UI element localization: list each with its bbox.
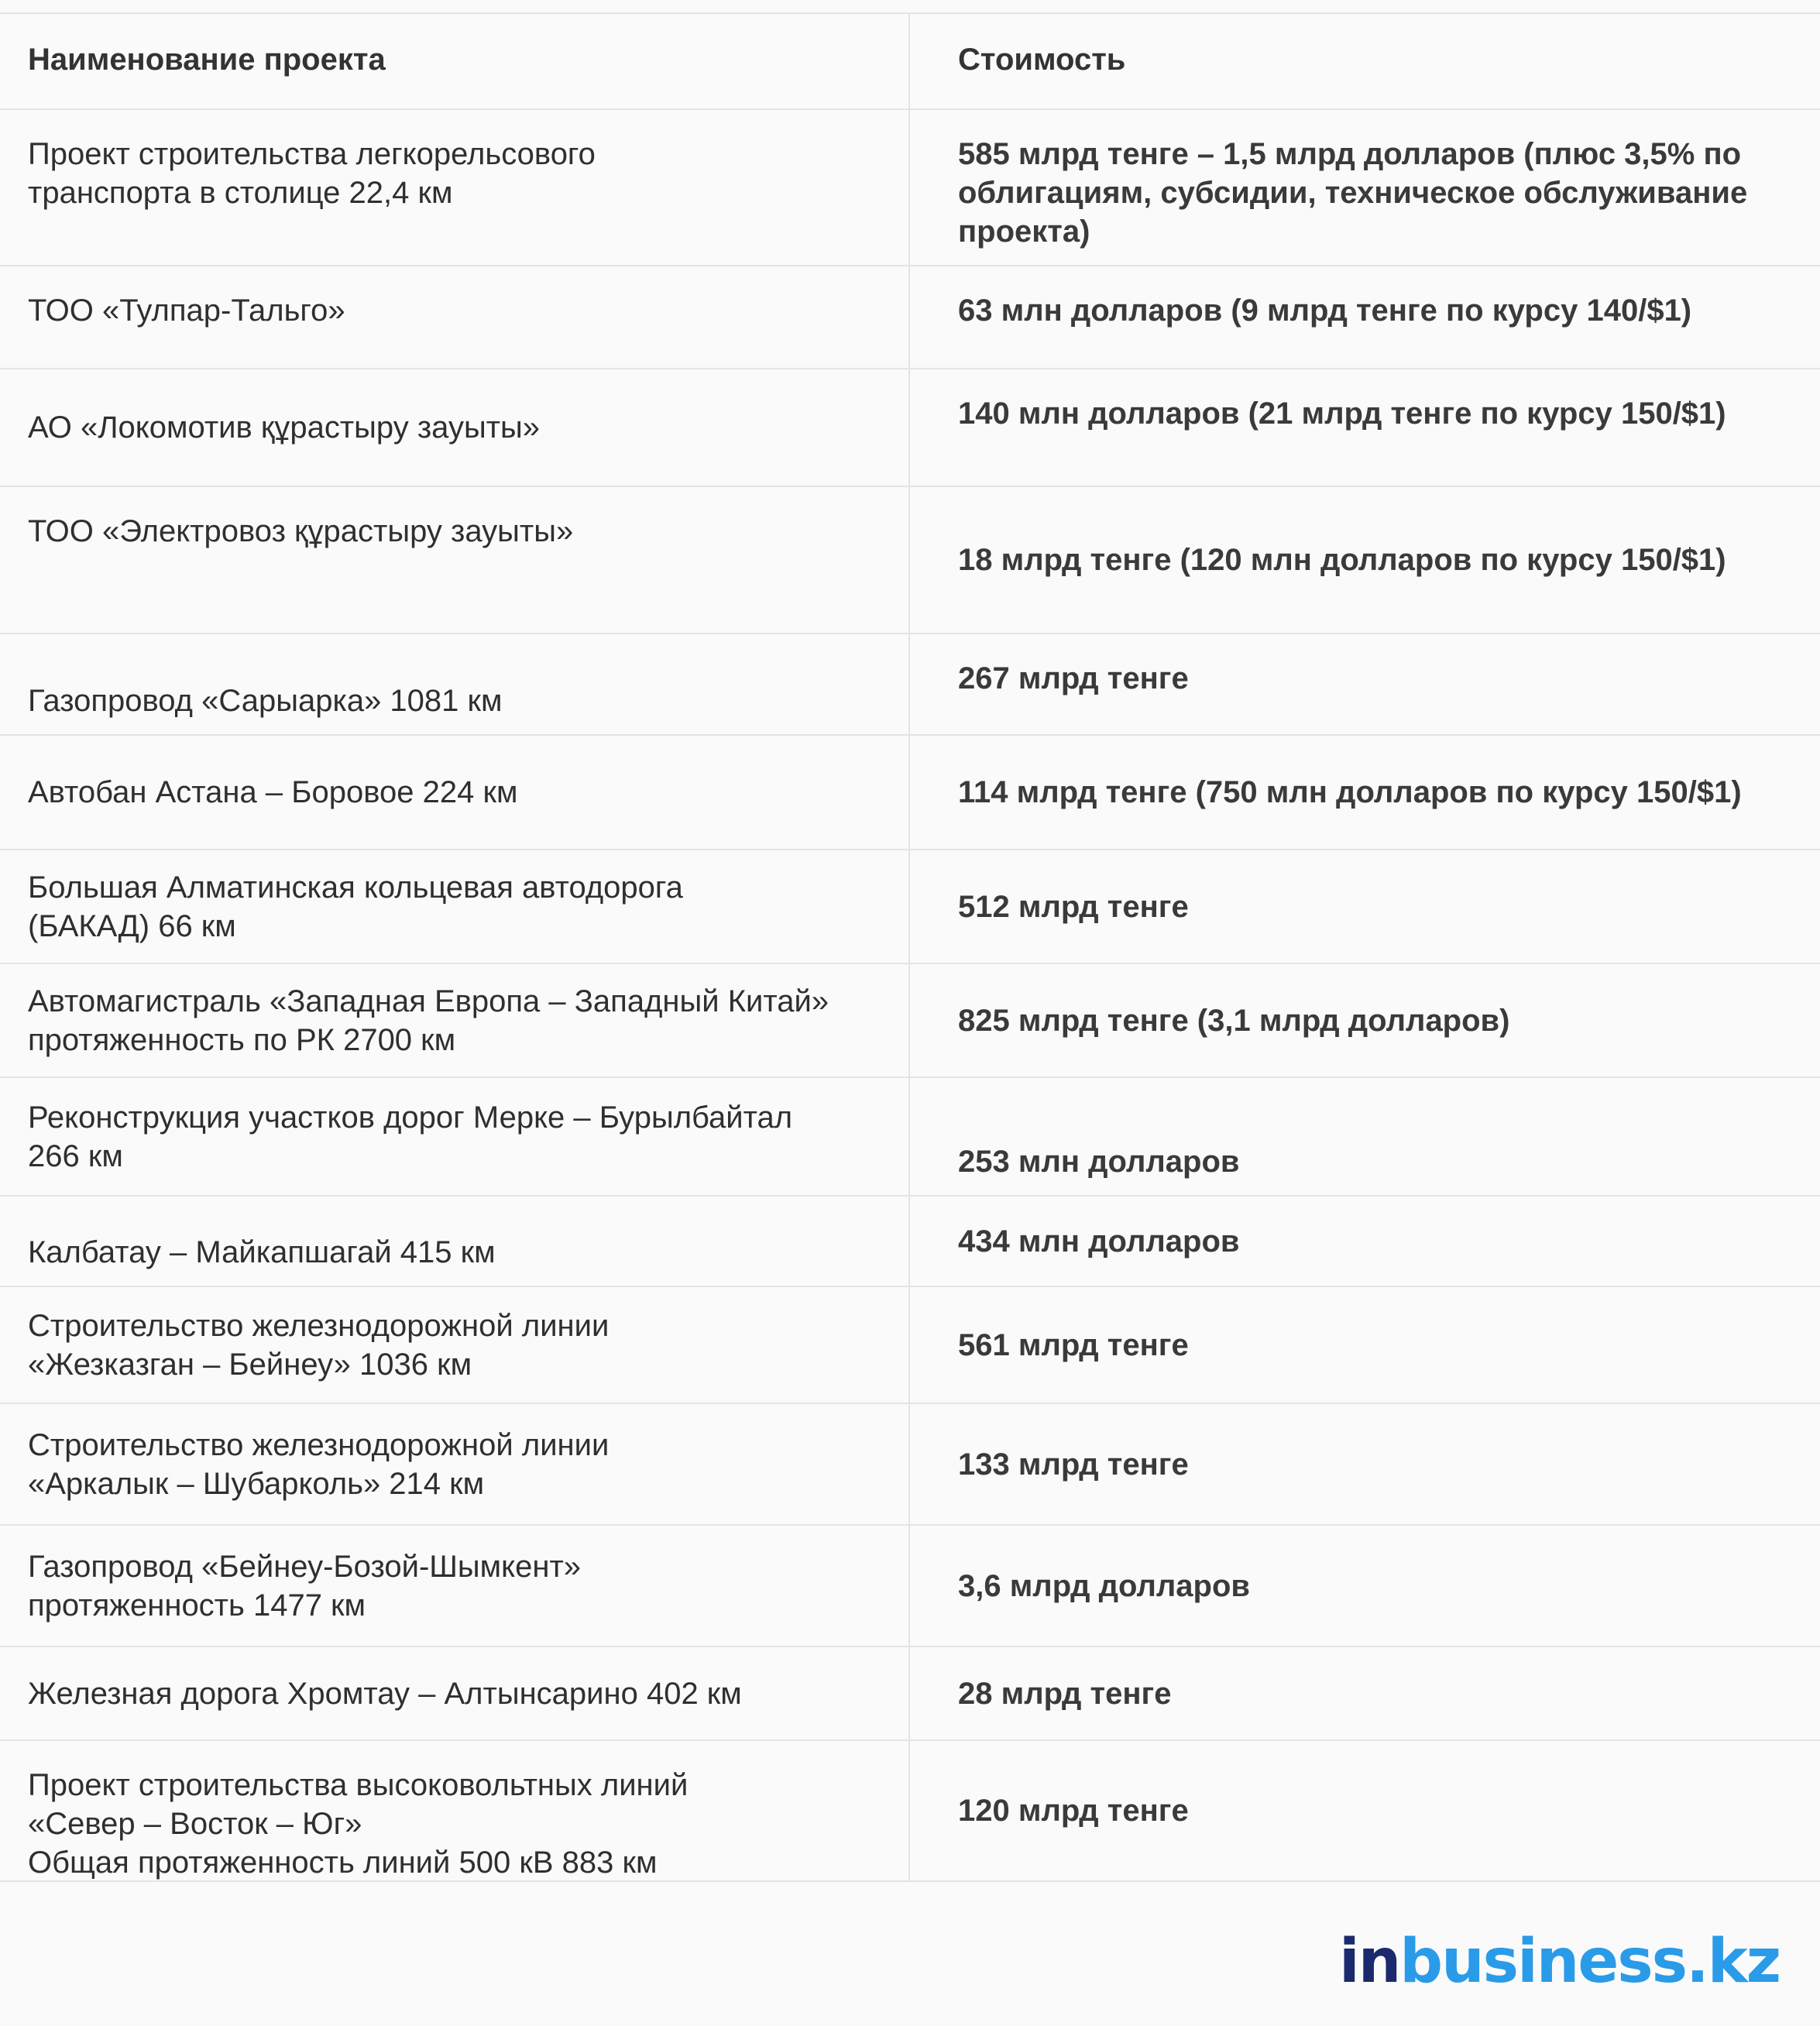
project-cost: 18 млрд тенге (120 млн долларов по курсу 150/$1): [958, 543, 1726, 577]
project-name: ТОО «Тулпар-Тальго»: [0, 266, 910, 368]
table-row: [0, 736, 1820, 850]
project-cost: 253 млн долларов: [958, 1145, 1240, 1179]
project-name: Большая Алматинская кольцевая автодорога (БАКАД) 66 км: [0, 850, 910, 963]
project-name: АО «Локомотив құрастыру зауыты»: [0, 369, 910, 486]
project-cost: 28 млрд тенге: [958, 1676, 1172, 1711]
header-project: Наименование проекта: [0, 14, 910, 108]
project-cost: 3,6 млрд долларов: [958, 1568, 1251, 1603]
table-row: [0, 850, 1820, 964]
project-name: Проект строительства легкорельсового транспорта в столице 22,4 км: [0, 110, 910, 265]
table-row: [0, 1287, 1820, 1404]
project-name: Строительство железнодорожной линии «Аркалык – Шубарколь» 214 км: [0, 1404, 910, 1524]
header-cost: Стоимость: [958, 43, 1126, 77]
table-row: [0, 634, 1820, 736]
project-cost: 133 млрд тенге: [958, 1447, 1189, 1482]
table-row: [0, 1078, 1820, 1197]
project-name: Газопровод «Сарыарка» 1081 км: [0, 634, 910, 734]
table-row: [0, 369, 1820, 487]
project-name: Проект строительства высоковольтных линий «Север – Восток – Юг» Общая протяженность линий 500 кВ 883 км: [0, 1741, 910, 1880]
project-name: Реконструкция участков дорог Мерке – Бурылбайтал 266 км: [0, 1078, 910, 1195]
project-cost: 434 млн долларов: [958, 1224, 1240, 1259]
project-cost: 63 млн долларов (9 млрд тенге по курсу 140/$1): [958, 294, 1692, 328]
table-row: [0, 1404, 1820, 1526]
table-row: [0, 1647, 1820, 1741]
project-cost: 140 млн долларов (21 млрд тенге по курсу 150/$1): [958, 397, 1726, 431]
project-name: Калбатау – Майкапшагай 415 км: [0, 1197, 910, 1286]
project-cost: 561 млрд тенге: [958, 1327, 1189, 1362]
project-cost: 114 млрд тенге (750 млн долларов по курсу 150/$1): [958, 775, 1742, 809]
project-name: Железная дорога Хромтау – Алтынсарино 402 км: [0, 1647, 910, 1739]
inbusiness-logo: [1339, 1927, 1780, 1997]
table-row: [0, 487, 1820, 634]
table-header-row: [0, 14, 1820, 110]
logo-part-business: business.kz: [1399, 1927, 1780, 1997]
project-cost: 825 млрд тенге (3,1 млрд долларов): [958, 1003, 1510, 1038]
table-row: [0, 110, 1820, 266]
project-name: Автомагистраль «Западная Европа – Западный Китай» протяженность по РК 2700 км: [0, 964, 910, 1077]
project-cost: 120 млрд тенге: [958, 1794, 1189, 1828]
project-cost: 512 млрд тенге: [958, 889, 1189, 924]
project-name: Газопровод «Бейнеу-Бозой-Шымкент» протяженность 1477 км: [0, 1526, 910, 1646]
table-row: [0, 964, 1820, 1078]
table-row: [0, 1197, 1820, 1287]
table-row: [0, 1741, 1820, 1882]
project-name: Автобан Астана – Боровое 224 км: [0, 736, 910, 849]
project-name: Строительство железнодорожной линии «Жезказган – Бейнеу» 1036 км: [0, 1287, 910, 1403]
project-cost: 267 млрд тенге: [958, 661, 1189, 695]
projects-table: [0, 14, 1820, 1882]
project-name: ТОО «Электровоз құрастыру зауыты»: [0, 487, 910, 633]
logo-part-in: in: [1339, 1927, 1400, 1997]
table-row: [0, 1526, 1820, 1647]
project-cost: 585 млрд тенге – 1,5 млрд долларов (плюс 3,5% по облигациям, субсидии, техническое обслуживание проекта): [958, 137, 1748, 249]
table-row: [0, 266, 1820, 369]
